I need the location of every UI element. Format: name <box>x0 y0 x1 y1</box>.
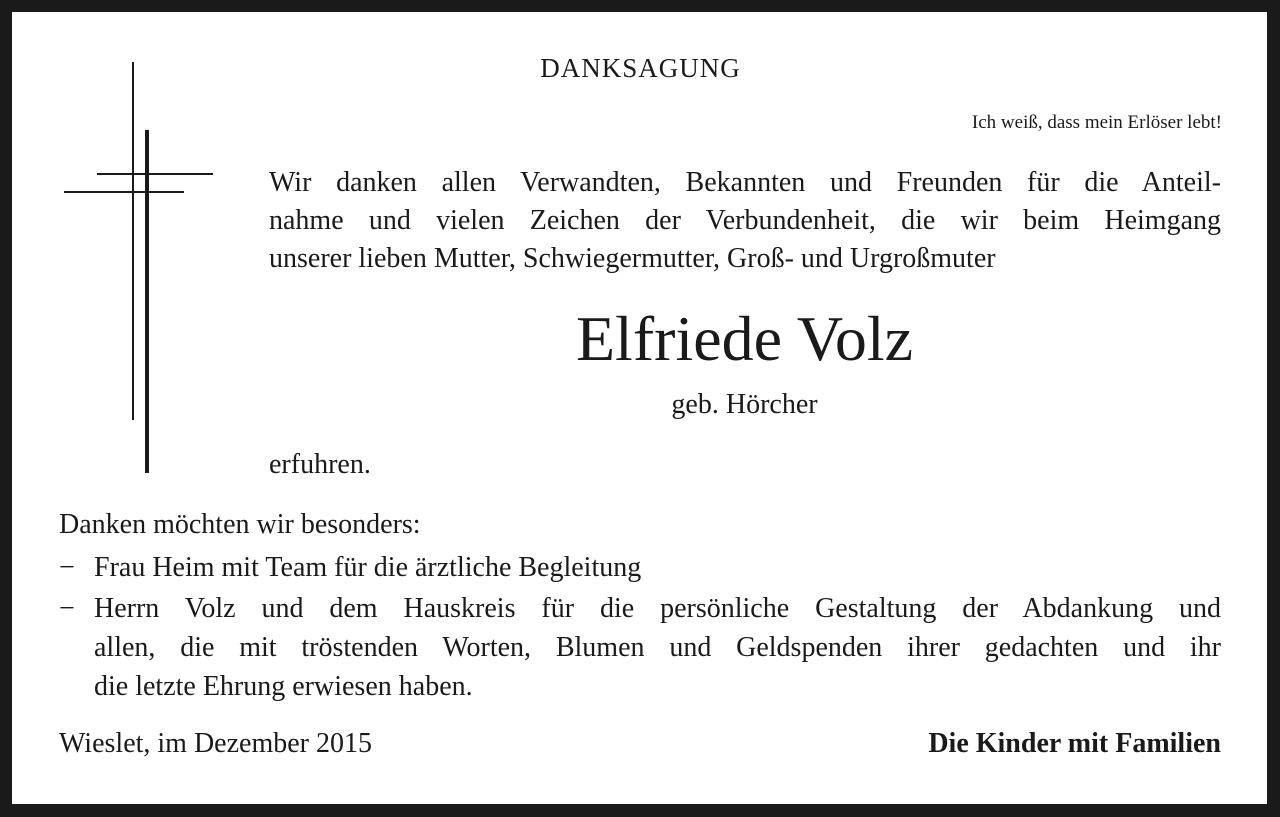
dash-bullet: − <box>59 552 75 583</box>
intro-end: erfuhren. <box>269 449 371 480</box>
maiden-name: geb. Hörcher <box>671 389 818 420</box>
thanks-item-2-line-2: allen, die mit tröstenden Worten, Blumen und Geldspenden ihrer gedachten und ihr <box>94 632 1221 663</box>
notice-title: DANKSAGUNG <box>540 53 741 83</box>
deceased-name: Elfriede Volz <box>575 303 914 374</box>
place-date: Wieslet, im Dezember 2015 <box>59 728 372 759</box>
bible-quote: Ich weiß, dass mein Erlöser lebt! <box>971 112 1222 133</box>
dash-bullet: − <box>59 593 75 624</box>
thanks-item-2-line-1: Herrn Volz und dem Hauskreis für die persönliche Gestaltung der Abdankung und <box>94 593 1221 624</box>
intro-line-3: unserer lieben Mutter, Schwiegermutter, Groß- und Urgroßmuter <box>269 243 996 274</box>
intro-line-1: Wir danken allen Verwandten, Bekannten und Freunden für die Anteil- <box>269 167 1221 198</box>
intro-line-2: nahme und vielen Zeichen der Verbundenheit, die wir beim Heimgang <box>269 205 1221 236</box>
signature: Die Kinder mit Familien <box>928 728 1221 759</box>
thanks-item-1: Frau Heim mit Team für die ärztliche Begleitung <box>94 552 642 583</box>
special-thanks-heading: Danken möchten wir besonders: <box>59 509 421 540</box>
thanks-item-2-line-3: die letzte Ehrung erwiesen haben. <box>94 671 473 702</box>
